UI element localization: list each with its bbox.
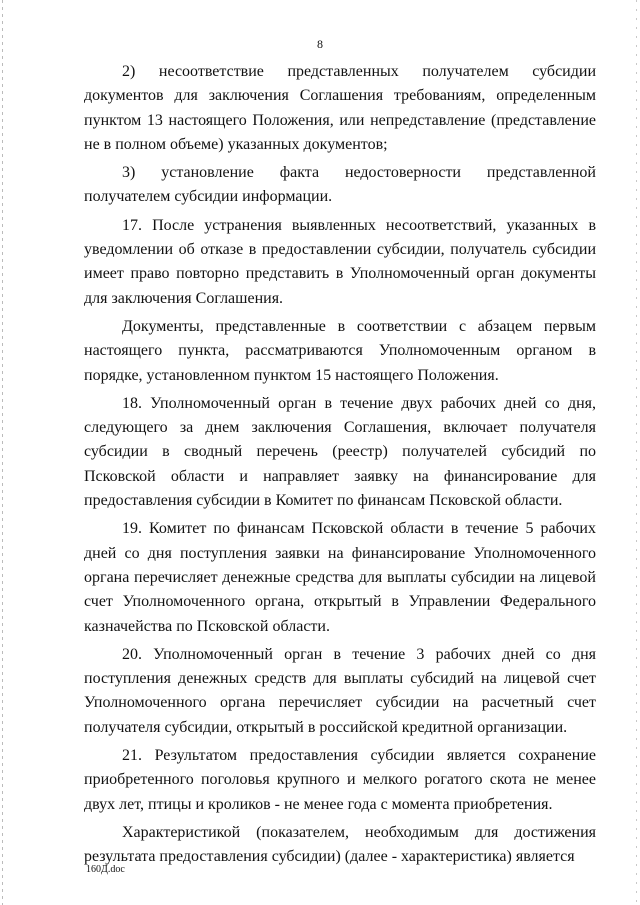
page-number: 8: [317, 37, 323, 51]
footer-filename: 160Д.doc: [86, 864, 125, 875]
scan-edge-left: [2, 0, 3, 905]
scan-edge-right: [636, 0, 637, 905]
paragraph-clause-20: 20. Уполномоченный орган в течение 3 рабочих дней со дня поступления денежных средств для выплаты субсидий на лицевой счет Уполномоченного органа перечисляет субсидии на расчетный счет получателя субсидии, открытый в российской кредитной организации.: [84, 645, 596, 736]
paragraph-characteristic: Характеристикой (показателем, необходимым для достижения результата предоставления субсидии) (далее - характеристика) является: [84, 823, 596, 866]
document-body: [84, 60, 596, 874]
paragraph-item-2: 2) несоответствие представленных получателем субсидии документов для заключения Соглашения требованиям, определенным пунктом 13 настоящего Положения, или непредставление (представление не в полном объеме) указанных документов;: [84, 63, 596, 153]
paragraph-clause-21: 21. Результатом предоставления субсидии является сохранение приобретенного поголовья крупного и мелкого рогатого скота не менее двух лет, птицы и кроликов - не менее года с момента приобретения.: [84, 747, 596, 813]
paragraph-clause-17-documents: Документы, представленные в соответствии с абзацем первым настоящего пункта, рассматриваются Уполномоченным органом в порядке, установленном пунктом 15 настоящего Положения.: [84, 317, 596, 384]
paragraph-clause-19: 19. Комитет по финансам Псковской области в течение 5 рабочих дней со дня поступления заявки на финансирование Уполномоченного органа перечисляет денежные средства для выплаты субсидии на лицевой счет Уполномоченного органа, открытый в Управлении Федерального казначейства по Псковской области.: [84, 520, 596, 635]
paragraph-clause-18: 18. Уполномоченный орган в течение двух рабочих дней со дня, следующего за днем заключения Соглашения, включает получателя субсидии в сводный перечень (реестр) получателей субсидий по Псковской области и направляет заявку на финансирование для предоставления субсидии в Комитет по финансам Псковской области.: [84, 394, 596, 510]
paragraph-clause-17: 17. После устранения выявленных несоответствий, указанных в уведомлении об отказе в предоставлении субсидии, получатель субсидии имеет право повторно представить в Уполномоченный орган документы для заключения Соглашения.: [84, 216, 596, 307]
paragraph-item-3: 3) установление факта недостоверности представленной получателем субсидии информации.: [84, 164, 596, 206]
